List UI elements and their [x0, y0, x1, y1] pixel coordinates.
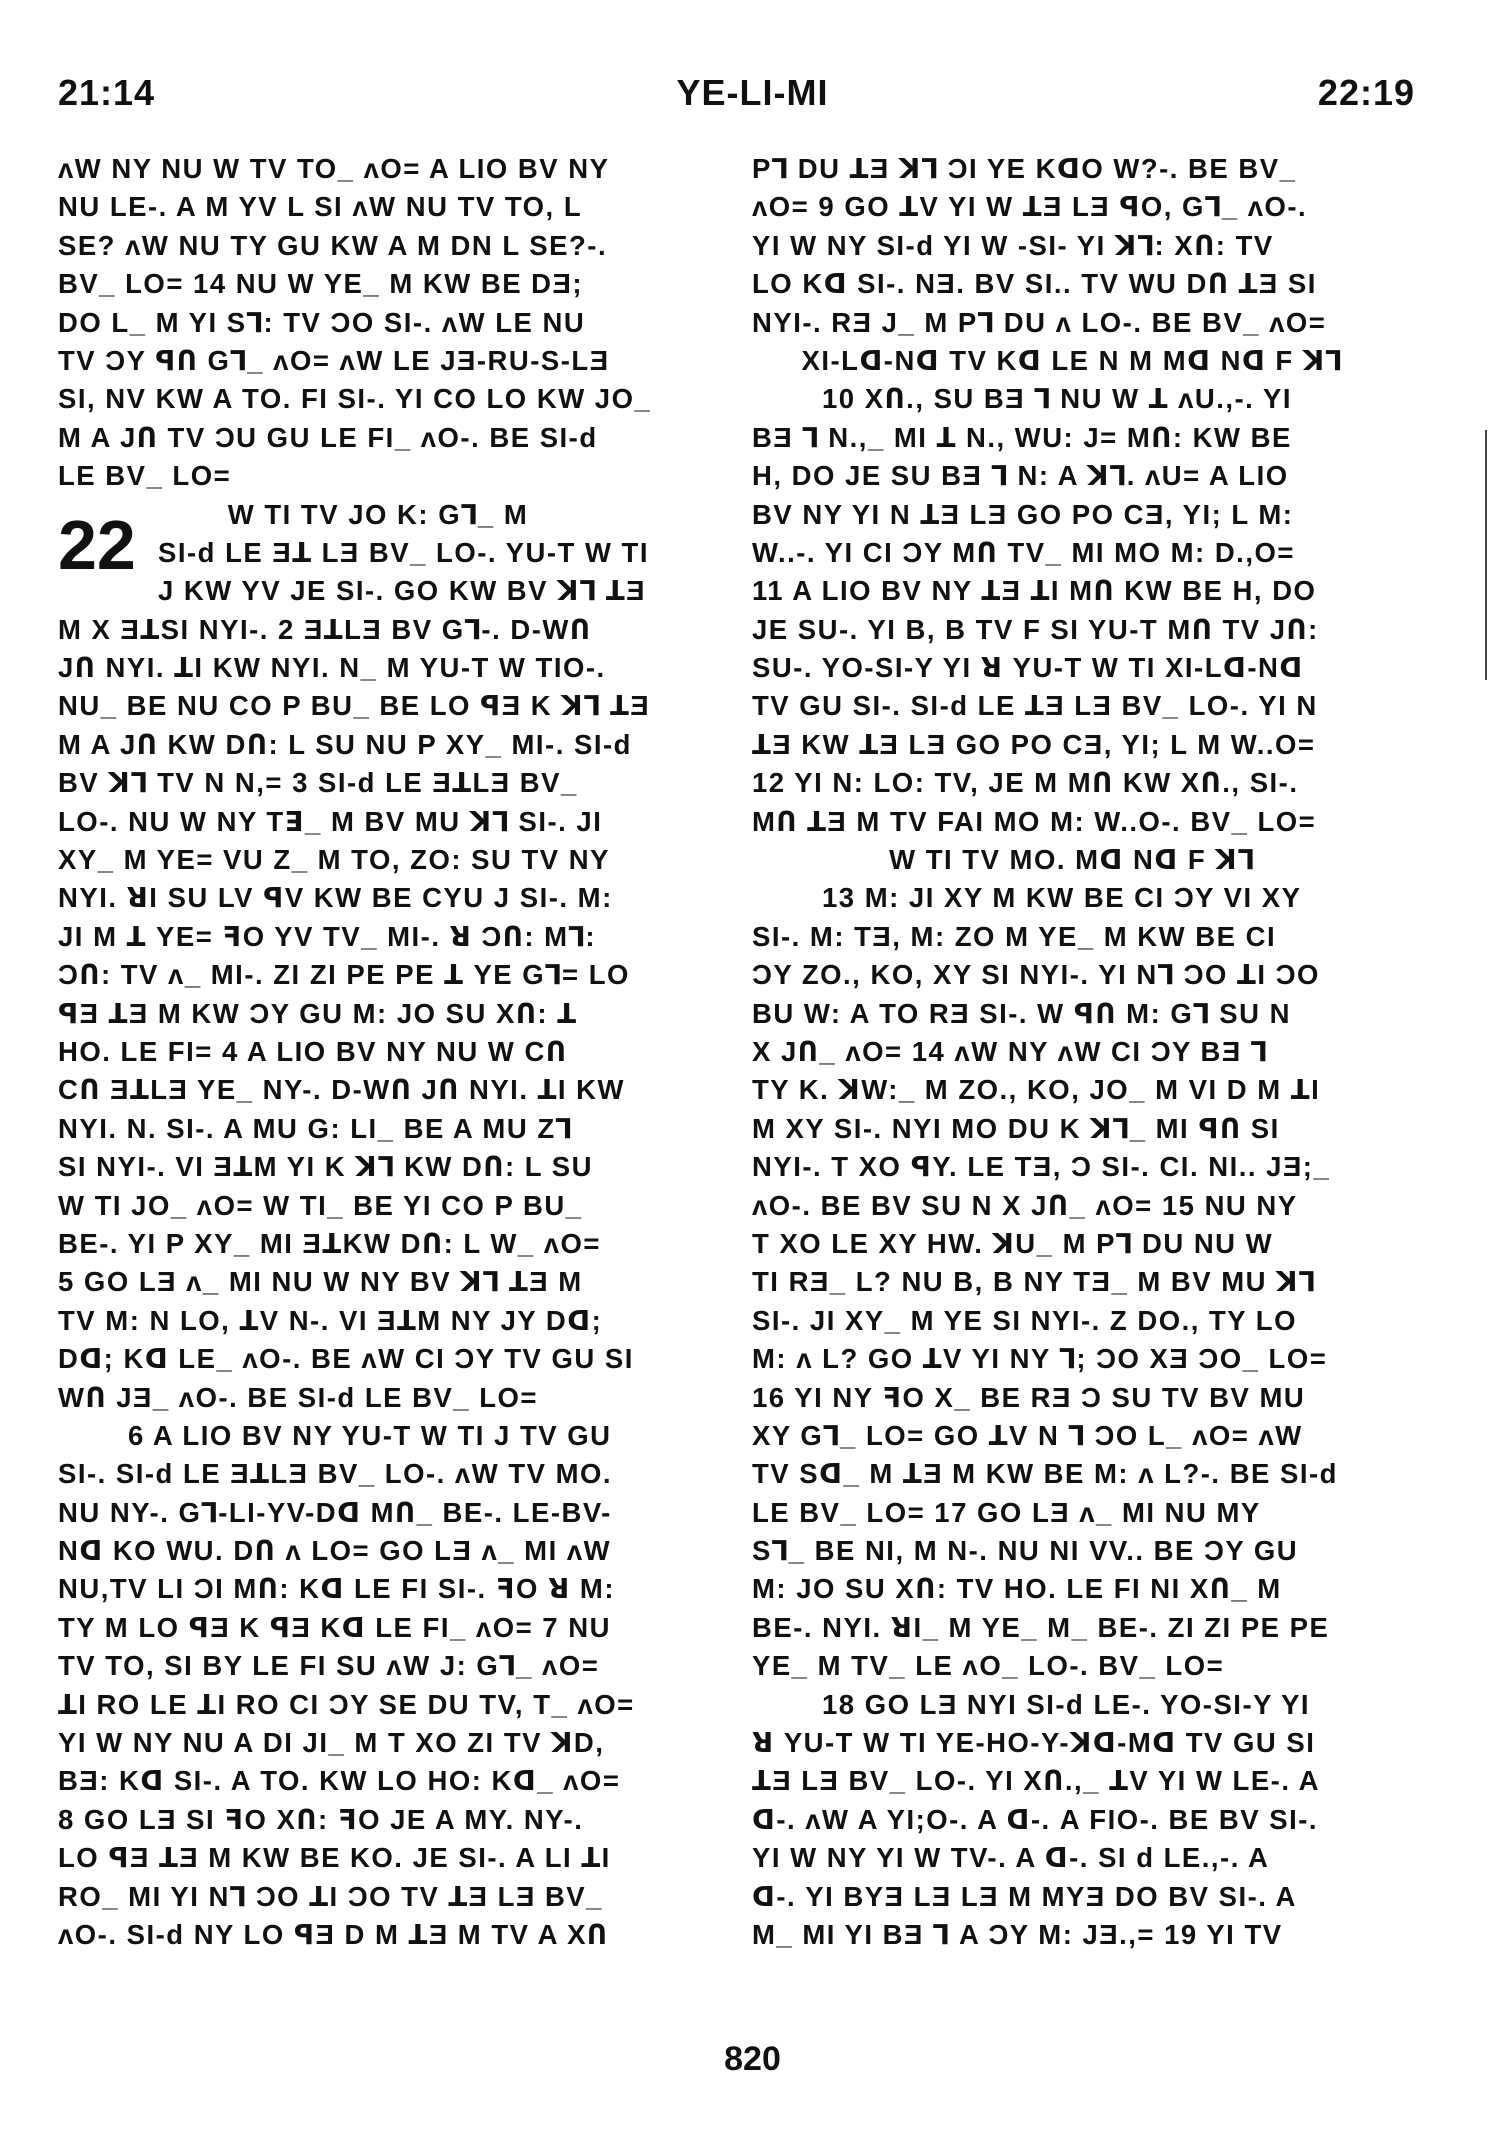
text-line: 11 A LIO BV NY ꓕƎ ꓕI MՈ KW BE H, DO	[752, 575, 1317, 607]
text-line: MՈ ꓕƎ M TV FAI MO M: W..O-. BV_ LO=	[752, 805, 1317, 837]
margin-rule	[1485, 430, 1487, 680]
text-line: NU LE-. A M YV L SI ʌW NU TV TO, L	[58, 191, 583, 223]
running-header-title: YE-LI-MI	[676, 72, 829, 113]
left-column	[58, 150, 698, 1954]
text-line: LO-. NU W NY Tꓱ_ M BV MU ꓘꓶ SI-. JI	[58, 805, 603, 837]
text-line: WՈ JƎ_ ʌO-. BE SI-d LE BV_ LO=	[58, 1381, 538, 1413]
text-line: LO ꟼƎ ꓕƎ M KW BE KO. JE SI-. A LI ꓕI	[58, 1842, 611, 1874]
text-line: BE-. NYI. ꓤI_ M YE_ M_ BE-. ZI ZI PE PE	[752, 1611, 1330, 1643]
section-heading: W TI TV JO K: Gꓶ_ M	[227, 498, 529, 530]
text-line: NU_ BE NU CO P BU_ BE LO ꟼƎ K ꓘꓶ ꓕƎ	[58, 690, 651, 722]
text-line: SU-. YO-SI-Y YI ꓤ YU-T W TI XI-Lꓷ-Nꓷ	[752, 652, 1304, 684]
text-line: TV M: N LO, ꓕV N-. VI ƎꓕM NY JY Dꓷ;	[58, 1304, 603, 1336]
text-line: YI W NY YI W TV-. A ꓷ-. SI d LE.,-. A	[752, 1842, 1270, 1874]
text-line: NYI. ꓤI SU LV ꟼV KW BE CYU J SI-. M:	[58, 882, 613, 914]
text-line: Pꓶ DU ꓕƎ ꓘꓶ ƆI YE KꓷO W?-. BE BV_	[752, 153, 1297, 184]
text-line: SI-. SI-d LE ƎꓕLƎ BV_ LO-. ʌW TV MO.	[58, 1458, 613, 1490]
text-line: M: JO SU XՈ: TV HO. LE FI NI XՈ_ M	[752, 1573, 1282, 1605]
text-line: M A JՈ KW DՈ: L SU NU P XY_ MI-. SI-d	[58, 728, 632, 760]
text-line: BU W: A TO RƎ SI-. W ꟼՈ M: Gꓶ SU N	[752, 997, 1291, 1029]
text-line: 8 GO LƎ SI ꟻO XՈ: ꟻO JE A MY. NY-.	[58, 1803, 584, 1835]
text-line: BV_ LO= 14 NU W YE_ M KW BE DƎ;	[58, 268, 584, 300]
text-line: 5 GO LƎ ʌ_ MI NU W NY BV ꓘꓶ ꓕƎ M	[58, 1266, 583, 1298]
text-line: LE BV_ LO= 17 GO LƎ ʌ_ MI NU MY	[752, 1496, 1261, 1528]
text-line: ƆY ZO., KO, XY SI NYI-. YI Nꓶ ƆO ꓕI ƆO	[752, 959, 1320, 991]
text-line: Sꓶ_ BE NI, M N-. NU NI VV.. BE ƆY GU	[752, 1535, 1299, 1567]
text-line: JI M ꓕ YE= ꟻO YV TV_ MI-. ꓤ ƆՈ: Mꓶ:	[58, 920, 597, 952]
text-line: ƆՈ: TV ʌ_ MI-. ZI ZI PE PE ꓕ YE Gꓶ= LO	[58, 959, 630, 991]
text-line: JՈ NYI. ꓕI KW NYI. N_ M YU-T W TIO-.	[58, 652, 606, 684]
text-line: M XY SI-. NYI MO DU K ꓘꓶ_ MI ꟼՈ SI	[752, 1112, 1280, 1144]
text-line: TV ƆY ꟼՈ Gꓶ_ ʌO= ʌW LE JƎ-RU-S-LƎ	[58, 344, 610, 376]
text-line	[58, 534, 698, 572]
text-line: XY_ M YE= VU Z_ M TO, ZO: SU TV NY	[58, 844, 610, 876]
text-line: BƎ: Kꓷ SI-. A TO. KW LO HO: Kꓷ_ ʌO=	[58, 1765, 621, 1797]
text-line: H, DO JE SU BƎ ꓶ N: A ꓘꓶ. ʌU= A LIO	[752, 460, 1289, 492]
text-line: ꓕƎ KW ꓕƎ LƎ GO PO CƎ, YI; L M W..O=	[752, 728, 1316, 760]
text-line: BV NY YI N ꓕƎ LƎ GO PO CƎ, YI; L M:	[752, 498, 1294, 530]
section-heading: W TI TV MO. Mꓷ Nꓷ F ꓘꓶ	[889, 844, 1255, 876]
text-line: 12 YI N: LO: TV, JE M MՈ KW XՈ., SI-.	[752, 767, 1299, 799]
text-line: X JՈ_ ʌO= 14 ʌW NY ʌW CI ƆY BƎ ꓶ	[752, 1035, 1268, 1067]
text-line: BE-. YI P XY_ MI ƎꓕKW DՈ: L W_ ʌO=	[58, 1227, 601, 1259]
text-line: YE_ M TV_ LE ʌO_ LO-. BV_ LO=	[752, 1650, 1225, 1682]
text-line: TI RƎ_ L? NU B, B NY TƎ_ M BV MU ꓘꓶ	[752, 1266, 1316, 1298]
text-line: ꓕI RO LE ꓕI RO CI ƆY SE DU TV, T_ ʌO=	[58, 1688, 635, 1720]
text-line: Nꓷ KO WU. DՈ ʌ LO= GO LƎ ʌ_ MI ʌW	[58, 1535, 612, 1567]
text-line: 18 GO LƎ NYI SI-d LE-. YO-SI-Y YI	[822, 1688, 1311, 1720]
text-line: ꓷ-. ʌW A YI;O-. A ꓷ-. A FIO-. BE BV SI-.	[752, 1803, 1319, 1835]
text-line: TY M LO ꟼƎ K ꟼƎ Kꓷ LE FI_ ʌO= 7 NU	[58, 1611, 611, 1643]
text-line: NYI-. T XO ꟼY. LE TƎ, Ɔ SI-. CI. NI.. JƎ;_	[752, 1151, 1331, 1183]
text-line: ʌO= 9 GO ꓕV YI W ꓕƎ LƎ ꟼO, Gꓶ_ ʌO-.	[752, 191, 1308, 223]
text-line: NU NY-. Gꓶ-LI-YV-Dꓷ MՈ_ BE-. LE-BV-	[58, 1496, 612, 1528]
text-line: W..-. YI CI ƆY MՈ TV_ MI MO M: D.,O=	[752, 536, 1295, 568]
text-line: DO L_ M YI Sꓶ: TV ƆO SI-. ʌW LE NU	[58, 306, 586, 338]
text-line: TY K. ꓘW:_ M ZO., KO, JO_ M VI D M ꓕI	[752, 1074, 1321, 1106]
text-line: XY Gꓶ_ LO= GO ꓕV N ꓶ ƆO L_ ʌO= ʌW	[752, 1419, 1303, 1451]
text-line: TV GU SI-. SI-d LE ꓕƎ LƎ BV_ LO-. YI N	[752, 690, 1318, 722]
page-number: 820	[724, 2040, 781, 2078]
text-line: NYI-. RƎ J_ M Pꓶ DU ʌ LO-. BE BV_ ʌO=	[752, 306, 1327, 338]
text-line: BV ꓘꓶ TV N N,= 3 SI-d LE ƎꓕLƎ BV_	[58, 767, 578, 799]
text-line: ꟼƎ ꓕƎ M KW ƆY GU M: JO SU XՈ: ꓕ	[58, 997, 578, 1029]
text-line: M_ MI YI BƎ ꓶ A ƆY M: JƎ.,= 19 YI TV	[752, 1918, 1283, 1950]
text-line-rest: SI-d LE Ǝꓕ LƎ BV_ LO-. YU-T W TI	[158, 536, 649, 568]
text-line: ꓷ-. YI BYƎ LƎ LƎ M MYƎ DO BV SI-. A	[752, 1880, 1297, 1912]
text-line: RO_ MI YI Nꓶ ƆO ꓕI ƆO TV ꓕƎ LƎ BV_	[58, 1880, 603, 1912]
text-line: ꓤ YU-T W TI YE-HO-Y-ꓘꓷ-Mꓷ TV GU SI	[752, 1727, 1316, 1759]
text-line: TV TO, SI BY LE FI SU ʌW J: Gꓶ_ ʌO=	[58, 1650, 600, 1682]
text-line: Dꓷ; Kꓷ LE_ ʌO-. BE ʌW CI ƆY TV GU SI	[58, 1343, 634, 1375]
text-line: 13 M: JI XY M KW BE CI ƆY VI XY	[822, 882, 1302, 914]
text-line: M: ʌ L? GO ꓕV YI NY ꓶ; ƆO XƎ ƆO_ LO=	[752, 1343, 1328, 1375]
text-line: TV Sꓷ_ M ꓕƎ M KW BE M: ʌ L?-. BE SI-d	[752, 1458, 1338, 1490]
text-line: J KW YV JE SI-. GO KW BV ꓘꓶ ꓕƎ	[158, 575, 647, 607]
text-line: SE? ʌW NU TY GU KW A M DN L SE?-.	[58, 229, 608, 261]
text-line: ʌO-. SI-d NY LO ꟼƎ D M ꓕƎ M TV A XՈ	[58, 1918, 609, 1950]
text-line: JE SU-. YI B, B TV F SI YU-T MՈ TV JՈ:	[752, 613, 1319, 645]
text-line: M A JՈ TV ƆU GU LE FI_ ʌO-. BE SI-d	[58, 421, 598, 453]
section-heading: XI-Lꓷ-Nꓷ TV Kꓷ LE N M Mꓷ Nꓷ F ꓘꓶ	[801, 344, 1343, 376]
text-line: ꓕƎ LƎ BV_ LO-. YI XՈ.,_ ꓕV YI W LE-. A	[752, 1765, 1320, 1797]
text-line: W TI JO_ ʌO= W TI_ BE YI CO P BU_	[58, 1189, 583, 1221]
text-line: LO Kꓷ SI-. NƎ. BV SI.. TV WU DՈ ꓕƎ SI	[752, 268, 1317, 300]
text-line: 10 XՈ., SU BƎ ꓶ NU W ꓕ ʌU.,-. YI	[822, 383, 1292, 415]
text-line: 6 A LIO BV NY YU-T W TI J TV GU	[128, 1419, 612, 1451]
text-line: T XO LE XY HW. ꓘU_ M Pꓶ DU NU W	[752, 1227, 1274, 1259]
text-line: NYI. N. SI-. A MU G: LI_ BE A MU Zꓶ	[58, 1112, 573, 1144]
running-header-left: 21:14	[58, 72, 156, 113]
right-column	[752, 150, 1392, 1954]
text-line: SI NYI-. VI ƎꓕM YI K ꓘꓶ KW DՈ: L SU	[58, 1151, 593, 1183]
text-line: SI-. JI XY_ M YE SI NYI-. Z DO., TY LO	[752, 1304, 1297, 1336]
text-line: YI W NY SI-d YI W -SI- YI ꓘꓶ: XՈ: TV	[752, 229, 1274, 261]
text-line: ʌW NY NU W TV TO_ ʌO= A LIO BV NY	[58, 153, 610, 184]
text-line: ʌO-. BE BV SU N X JՈ_ ʌO= 15 NU NY	[752, 1189, 1298, 1221]
text-line: NU,TV LI ƆI MՈ: Kꓷ LE FI SI-. ꟻO ꓤ M:	[58, 1573, 615, 1605]
text-line: CՈ ƎꓕLƎ YE_ NY-. D-WՈ JՈ NYI. ꓕI KW	[58, 1074, 625, 1106]
text-line: SI, NV KW A TO. FI SI-. YI CO LO KW JO_	[58, 383, 652, 415]
text-line: SI-. M: TƎ, M: ZO M YE_ M KW BE CI	[752, 920, 1277, 952]
text-line: LE BV_ LO=	[58, 460, 232, 492]
text-line: M X ƎꓕSI NYI-. 2 ƎꓕLƎ BV Gꓶ-. D-WՈ	[58, 613, 592, 645]
text-line: BƎ ꓶ N.,_ MI ꓕ N., WU: J= MՈ: KW BE	[752, 421, 1292, 453]
text-line: YI W NY NU A DI JI_ M T XO ZI TV ꓘD,	[58, 1727, 605, 1759]
running-header-right: 22:19	[1317, 72, 1415, 113]
text-line: HO. LE FI= 4 A LIO BV NY NU W CՈ	[58, 1035, 568, 1067]
text-line: 16 YI NY ꟻO X_ BE RƎ Ɔ SU TV BV MU	[752, 1381, 1306, 1413]
chapter-number: 22	[58, 506, 136, 584]
